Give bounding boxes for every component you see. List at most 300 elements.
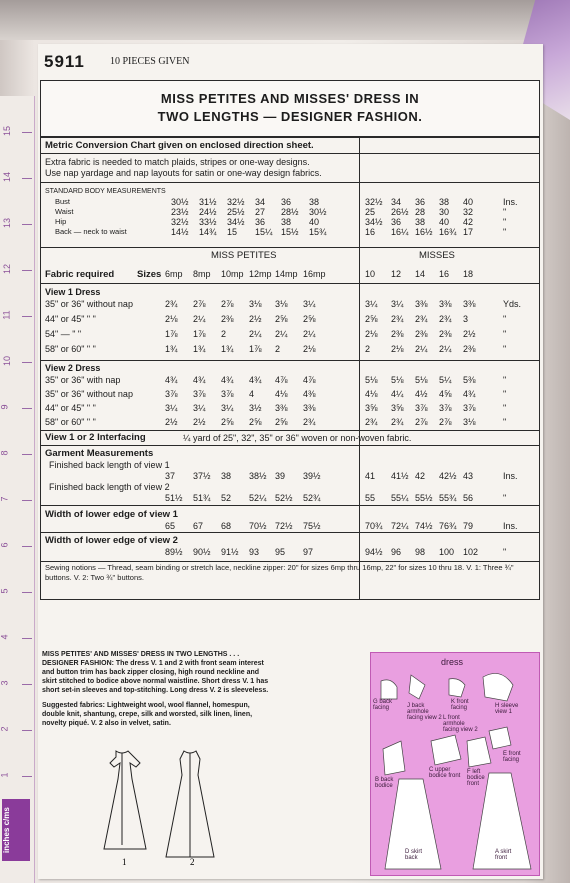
body-measure-label: Waist: [55, 207, 74, 216]
ruler-number: 15: [2, 125, 13, 137]
view1-unit: ": [503, 344, 507, 354]
metric-note: Metric Conversion Chart given on enclosed direction sheet.: [45, 140, 314, 151]
pieces-given: 10 PIECES GIVEN: [110, 56, 190, 67]
fb2-petite: 51½: [165, 493, 183, 503]
view1-row-label: 58" or 60" " ": [45, 344, 96, 354]
body-measure-petite: 23½: [171, 207, 189, 217]
ruler-tick: [22, 592, 32, 593]
view2-misses: 2⅞: [439, 417, 452, 427]
label-j: J back armhole facing view 2: [407, 703, 442, 721]
fb2-misses: 56: [463, 493, 474, 503]
label-d: D skirt back: [405, 849, 422, 861]
fb1-petite: 37: [165, 471, 176, 481]
width1-petite: 68: [221, 521, 232, 531]
label-f: F left bodice front: [467, 769, 485, 787]
sizes-label: Sizes: [137, 269, 162, 280]
size-header-petite: 12mp: [249, 269, 272, 279]
view2-misses: 3⅛: [463, 417, 476, 427]
dress-sketches: [86, 739, 226, 869]
label-h: H sleeve view 1: [495, 703, 519, 715]
view1-misses: 2¼: [439, 344, 452, 354]
label-g: G back facing: [373, 699, 393, 711]
view2-unit: ": [503, 403, 507, 413]
body-measure-misses: 16¾: [439, 227, 457, 237]
fb1-misses: 42: [415, 471, 426, 481]
view1-row-label: 44" or 45" " ": [45, 314, 96, 324]
ruler-tick: [22, 178, 32, 179]
body-measure-petite: 34½: [227, 217, 245, 227]
view2-petite: 3⅞: [165, 389, 178, 399]
body-measure-petite: 15¼: [255, 227, 273, 237]
width1-misses: 76¾: [439, 521, 457, 531]
width2-misses: 98: [415, 547, 426, 557]
width2-petite: 93: [249, 547, 260, 557]
width1-petite: 67: [193, 521, 204, 531]
fb1-misses: 41: [365, 471, 376, 481]
suggested-fabrics: Suggested fabrics: Lightweight wool, wool flannel, homespun, double knit, shantung, crepe, silk and worsted, silk linen, linen, novelty piqué. V. 2 also in velvet, satin.: [42, 702, 253, 727]
body-measure-misses: 34: [391, 197, 402, 207]
width2-misses: 100: [439, 547, 455, 557]
body-measure-misses: 36: [415, 197, 426, 207]
view1-misses: 2½: [463, 329, 476, 339]
view2-misses: 3⅞: [463, 403, 476, 413]
view2-petite: 2⅝: [249, 417, 262, 427]
view2-misses: 5⅛: [415, 375, 428, 385]
view2-petite: 4⅞: [303, 375, 316, 385]
ruler-tick: [22, 132, 32, 133]
fb2-misses: 55¼: [391, 493, 409, 503]
size-header-misses: 18: [463, 269, 474, 279]
size-header-petite: 16mp: [303, 269, 326, 279]
view1-row-label: 35" or 36" without nap: [45, 299, 133, 309]
view2-misses: 2¾: [365, 417, 378, 427]
view2-misses: 4¾: [463, 389, 476, 399]
body-measure-unit: ": [503, 227, 507, 237]
ruler-number: 6: [0, 542, 10, 548]
view2-petite: 2¾: [303, 417, 316, 427]
view1-misses: 3: [463, 314, 469, 324]
width1-unit: Ins.: [503, 521, 518, 531]
size-header-misses: 16: [439, 269, 450, 279]
body-measure-petite: 30½: [309, 207, 327, 217]
view1-misses: 2¼: [415, 344, 428, 354]
pattern-number: 5911: [44, 52, 85, 71]
sketch-label-1: 1: [122, 857, 127, 867]
body-measure-unit: ": [503, 207, 507, 217]
body-measure-misses: 17: [463, 227, 474, 237]
view1-misses: 3⅜: [463, 299, 476, 309]
view1-row-label: 54" — " ": [45, 329, 82, 339]
view1-petite: 1¾: [165, 344, 178, 354]
fb1-unit: Ins.: [503, 471, 518, 481]
view2-petite: 4⅜: [303, 389, 316, 399]
width2-petite: 95: [275, 547, 286, 557]
width2-unit: ": [503, 547, 507, 557]
ruler-number: 3: [0, 680, 10, 686]
view1-petite: 1¾: [221, 344, 234, 354]
view2-petite: 4⅛: [275, 389, 288, 399]
fb1-misses: 41½: [391, 471, 409, 481]
width2-misses: 102: [463, 547, 479, 557]
piece-j-back-armhole: [409, 675, 425, 699]
fb2-misses: 55½: [415, 493, 433, 503]
view2-misses: 5¼: [439, 375, 452, 385]
body-measure-misses: 30: [439, 207, 450, 217]
view1-petite: 1⅞: [249, 344, 262, 354]
ruler-tick: [22, 362, 32, 363]
body-measure-misses: 42: [463, 217, 474, 227]
view1-petite: 2: [221, 329, 227, 339]
sketch-label-2: 2: [190, 857, 195, 867]
view2-petite: 3⅜: [303, 403, 316, 413]
width1-misses: 70¾: [365, 521, 383, 531]
view2-petite: 4: [249, 389, 255, 399]
body-measure-petite: 32½: [171, 217, 189, 227]
width1-petite: 72½: [275, 521, 293, 531]
body-measure-petite: 33½: [199, 217, 217, 227]
extra-fabric-note: Extra fabric is needed to match plaids, stripes or one-way designs.: [45, 157, 310, 167]
body-measure-misses: 28: [415, 207, 426, 217]
view2-petite: 2½: [193, 417, 206, 427]
view1-misses: 2⅝: [365, 314, 378, 324]
layout-title: dress: [441, 657, 464, 667]
view1-misses: 3⅜: [439, 299, 452, 309]
view1-misses: 2⅛: [365, 329, 378, 339]
body-measure-petite: 28½: [281, 207, 299, 217]
view1-petite: 2⅜: [221, 314, 234, 324]
view2-petite: 3¼: [165, 403, 178, 413]
ruler-number: 1: [0, 772, 10, 778]
body-measure-petite: 38: [281, 217, 292, 227]
view2-petite: 4¾: [249, 375, 262, 385]
view1-petite: 2¼: [249, 329, 262, 339]
view2-row-label: 35" or 36" without nap: [45, 389, 133, 399]
view2-heading: View 2 Dress: [45, 363, 101, 373]
pattern-envelope-back: [38, 44, 543, 879]
view1-unit: ": [503, 329, 507, 339]
view2-misses: 3⅝: [365, 403, 378, 413]
fb1-label: Finished back length of view 1: [49, 460, 170, 470]
width-view1-label: Width of lower edge of view 1: [45, 509, 178, 520]
body-measure-misses: 16¼: [391, 227, 409, 237]
fb2-petite: 51¾: [193, 493, 211, 503]
label-a: A skirt front: [495, 849, 512, 861]
fabric-required-label: Fabric required: [45, 269, 115, 280]
view1-petite: 2⅞: [221, 299, 234, 309]
ruler-tick: [22, 408, 32, 409]
body-measure-misses: 26½: [391, 207, 409, 217]
size-header-misses: 12: [391, 269, 402, 279]
ruler-tick: [22, 638, 32, 639]
width2-petite: 90½: [193, 547, 211, 557]
body-measure-misses: 25: [365, 207, 376, 217]
label-l: L front armhole facing view 2: [443, 715, 478, 733]
piece-g-back-facing: [381, 680, 397, 699]
body-measure-misses: 38: [439, 197, 450, 207]
body-measure-label: Bust: [55, 197, 71, 206]
ruler-number: 12: [2, 263, 13, 275]
ruler-tick: [22, 454, 32, 455]
view1-petite: 1¾: [193, 344, 206, 354]
view1-petite: 2: [275, 344, 281, 354]
ruler-number: 9: [0, 404, 10, 410]
fb2-misses: 55: [365, 493, 376, 503]
view1-petite: 1⅞: [165, 329, 178, 339]
width1-petite: 65: [165, 521, 176, 531]
title-line-1: MISS PETITES AND MISSES' DRESS IN: [160, 91, 420, 106]
view1-petite: 2⅛: [303, 344, 316, 354]
size-header-misses: 10: [365, 269, 376, 279]
envelope-top-edge: [0, 0, 570, 40]
fb2-petite: 52¼: [249, 493, 267, 503]
view2-misses: 3⅞: [439, 403, 452, 413]
view2-misses: 4¼: [391, 389, 404, 399]
ruler-tick: [22, 270, 32, 271]
pattern-layout-chart: [370, 652, 540, 876]
label-b: B back bodice: [375, 777, 394, 789]
view1-misses: 2: [365, 344, 371, 354]
body-measure-petite: 40: [309, 217, 320, 227]
body-measure-petite: 14¾: [199, 227, 217, 237]
view1-misses: 2¾: [439, 314, 452, 324]
body-measure-misses: 40: [463, 197, 474, 207]
width1-petite: 70½: [249, 521, 267, 531]
ruler-tick: [22, 684, 32, 685]
title-line-2: TWO LENGTHS — DESIGNER FASHION.: [157, 109, 423, 124]
interfacing-label: View 1 or 2 Interfacing: [45, 432, 146, 443]
pattern-description: [42, 650, 272, 728]
view-2-sketch: [166, 751, 214, 857]
view1-petite: 2⅞: [193, 299, 206, 309]
ruler-tick: [22, 224, 32, 225]
view1-misses: 2¾: [415, 314, 428, 324]
view2-misses: 4½: [415, 389, 428, 399]
piece-h-sleeve: [483, 673, 513, 701]
ruler-number: 11: [1, 310, 12, 320]
size-header-petite: 8mp: [193, 269, 211, 279]
fb1-petite: 39½: [303, 471, 321, 481]
width-view2-label: Width of lower edge of view 2: [45, 535, 178, 546]
view2-petite: 3⅞: [221, 389, 234, 399]
piece-k-front-facing: [449, 679, 465, 697]
view2-misses: 5⅛: [391, 375, 404, 385]
view2-misses: 5⅜: [463, 375, 476, 385]
body-measure-petite: 32½: [227, 197, 245, 207]
body-measure-petite: 36: [255, 217, 266, 227]
body-measure-petite: 31½: [199, 197, 217, 207]
ruler-number: 8: [0, 450, 10, 456]
view2-misses: 4⅛: [365, 389, 378, 399]
body-measure-misses: 32½: [365, 197, 383, 207]
view2-misses: 4⅝: [439, 389, 452, 399]
ruler-number: 7: [0, 496, 10, 502]
width2-petite: 89½: [165, 547, 183, 557]
body-measure-petite: 24½: [199, 207, 217, 217]
ruler-tick: [22, 316, 32, 317]
view2-row-label: 58" or 60" " ": [45, 417, 96, 427]
body-measure-petite: 25½: [227, 207, 245, 217]
size-header-petite: 10mp: [221, 269, 244, 279]
ruler-number: 2: [0, 726, 10, 732]
ruler-tick: [22, 500, 32, 501]
width1-misses: 79: [463, 521, 474, 531]
body-measure-misses: 36: [391, 217, 402, 227]
description-text: MISS PETITES' AND MISSES' DRESS IN TWO LENGTHS . . . DESIGNER FASHION: The dress V. 1 and 2 with front seam interest and button trim has back zipper closing, high round neckline and skirt stitched to bodice above normal waistline. Short dress V. 1 has short set-in sleeves and top-stitching. Long dress V. 2 is sleeveless.: [42, 651, 269, 694]
fb1-petite: 37½: [193, 471, 211, 481]
width2-misses: 94½: [365, 547, 383, 557]
view1-heading: View 1 Dress: [45, 287, 101, 297]
view2-row-label: 44" or 45" " ": [45, 403, 96, 413]
view2-petite: 2⅝: [275, 417, 288, 427]
ruler-tick: [22, 546, 32, 547]
label-e: E front facing: [503, 751, 521, 763]
body-measurements-heading: STANDARD BODY MEASUREMENTS: [45, 188, 166, 195]
sewing-notions: Sewing notions — Thread, seam binding or stretch lace, neckline zipper: 20" for sizes 6mp thru 16mp, 22" for sizes 10 thru 18. V. 1: Three ¾" buttons. V. 2: Two ¾" buttons.: [45, 563, 514, 582]
width1-misses: 72¼: [391, 521, 409, 531]
view1-petite: 2¼: [275, 329, 288, 339]
view1-misses: 2⅜: [439, 329, 452, 339]
size-header-misses: 14: [415, 269, 426, 279]
view1-petite: 2¾: [165, 299, 178, 309]
fb2-misses: 55¾: [439, 493, 457, 503]
body-measure-misses: 38: [415, 217, 426, 227]
size-header-petite: 14mp: [275, 269, 298, 279]
view1-misses: 2⅜: [415, 329, 428, 339]
view2-petite: 2½: [165, 417, 178, 427]
view1-petite: 3⅛: [249, 299, 262, 309]
body-measure-misses: 32: [463, 207, 474, 217]
body-measure-petite: 27: [255, 207, 266, 217]
group-misses: MISSES: [419, 250, 455, 261]
fb2-petite: 52½: [275, 493, 293, 503]
view1-unit: Yds.: [503, 299, 522, 309]
body-measure-unit: ": [503, 217, 507, 227]
body-measure-petite: 30½: [171, 197, 189, 207]
view2-misses: 3⅞: [415, 403, 428, 413]
view1-misses: 2⅛: [391, 344, 404, 354]
view1-petite: 2⅝: [275, 314, 288, 324]
fb2-label: Finished back length of view 2: [49, 482, 170, 492]
group-petites: MISS PETITES: [211, 250, 277, 261]
view1-misses: 2⅜: [463, 344, 476, 354]
view2-petite: 4¾: [165, 375, 178, 385]
view2-misses: 2⅞: [415, 417, 428, 427]
body-measure-petite: 34: [255, 197, 266, 207]
view1-petite: 2½: [249, 314, 262, 324]
fb1-petite: 38: [221, 471, 232, 481]
view2-petite: 4¾: [193, 375, 206, 385]
body-measure-misses: 40: [439, 217, 450, 227]
ruler-number: 14: [2, 171, 13, 183]
label-c: C upper bodice front: [429, 767, 461, 779]
view1-petite: 3¼: [303, 299, 316, 309]
width2-misses: 96: [391, 547, 402, 557]
view2-misses: 3⅝: [391, 403, 404, 413]
view2-petite: 3⅞: [193, 389, 206, 399]
body-measure-petite: 14½: [171, 227, 189, 237]
view2-petite: 3⅜: [275, 403, 288, 413]
view2-petite: 3¼: [193, 403, 206, 413]
body-measure-petite: 15½: [281, 227, 299, 237]
ruler-tick: [22, 776, 32, 777]
view2-unit: ": [503, 389, 507, 399]
body-measure-petite: 36: [281, 197, 292, 207]
width1-misses: 74½: [415, 521, 433, 531]
width2-petite: 91½: [221, 547, 239, 557]
view2-unit: ": [503, 375, 507, 385]
fb1-petite: 38½: [249, 471, 267, 481]
width2-petite: 97: [303, 547, 314, 557]
view2-petite: 4¾: [221, 375, 234, 385]
fb1-petite: 39: [275, 471, 286, 481]
view1-petite: 2¼: [193, 314, 206, 324]
ruler-number: 13: [2, 217, 13, 229]
view1-misses: 3¼: [391, 299, 404, 309]
view-1-sketch: [104, 751, 146, 849]
view2-petite: 4⅞: [275, 375, 288, 385]
title-box: [40, 80, 540, 138]
ruler-number: 4: [0, 634, 10, 640]
nap-note: Use nap yardage and nap layouts for satin or one-way design fabrics.: [45, 168, 322, 178]
view2-row-label: 35" or 36" with nap: [45, 375, 121, 385]
view2-unit: ": [503, 417, 507, 427]
body-measure-label: Hip: [55, 217, 67, 226]
view1-petite: 1⅞: [193, 329, 206, 339]
body-measure-misses: 34½: [365, 217, 383, 227]
body-measure-misses: 16½: [415, 227, 433, 237]
view2-misses: 2¾: [391, 417, 404, 427]
piece-c-upper-bodice: [431, 735, 461, 765]
ruler-number: 5: [0, 588, 10, 594]
body-measure-misses: 16: [365, 227, 376, 237]
piece-f-left-bodice: [467, 737, 491, 767]
view1-petite: 3⅛: [275, 299, 288, 309]
body-measure-unit: Ins.: [503, 197, 518, 207]
view1-misses: 3⅜: [415, 299, 428, 309]
view1-misses: 2¾: [391, 314, 404, 324]
view1-misses: 2⅜: [391, 329, 404, 339]
view1-petite: 2¼: [303, 329, 316, 339]
size-header-petite: 6mp: [165, 269, 183, 279]
interfacing-text: ¼ yard of 25", 32", 35" or 36" woven or non-woven fabric.: [183, 433, 412, 443]
width1-petite: 75½: [303, 521, 321, 531]
layout-pieces: [371, 653, 539, 875]
body-measure-label: Back — neck to waist: [55, 227, 127, 236]
garment-heading: Garment Measurements: [45, 448, 154, 459]
piece-b-back-bodice: [383, 741, 405, 775]
ruler: [0, 96, 35, 883]
yardage-table: [40, 136, 540, 600]
view2-petite: 2⅝: [221, 417, 234, 427]
view2-misses: 5⅛: [365, 375, 378, 385]
fb2-petite: 52¾: [303, 493, 321, 503]
view2-petite: 3½: [249, 403, 262, 413]
fb1-misses: 42½: [439, 471, 457, 481]
ruler-number: 10: [2, 355, 13, 367]
ruler-brand: inches c/ms: [2, 799, 30, 861]
view1-unit: ": [503, 314, 507, 324]
fb2-petite: 52: [221, 493, 232, 503]
view1-petite: 2⅝: [303, 314, 316, 324]
body-measure-petite: 15¾: [309, 227, 327, 237]
ruler-tick: [22, 730, 32, 731]
fb2-unit: ": [503, 493, 507, 503]
view2-petite: 3¼: [221, 403, 234, 413]
body-measure-petite: 38: [309, 197, 320, 207]
view1-misses: 3¼: [365, 299, 378, 309]
label-k: K front facing: [451, 699, 469, 711]
body-measure-petite: 15: [227, 227, 238, 237]
